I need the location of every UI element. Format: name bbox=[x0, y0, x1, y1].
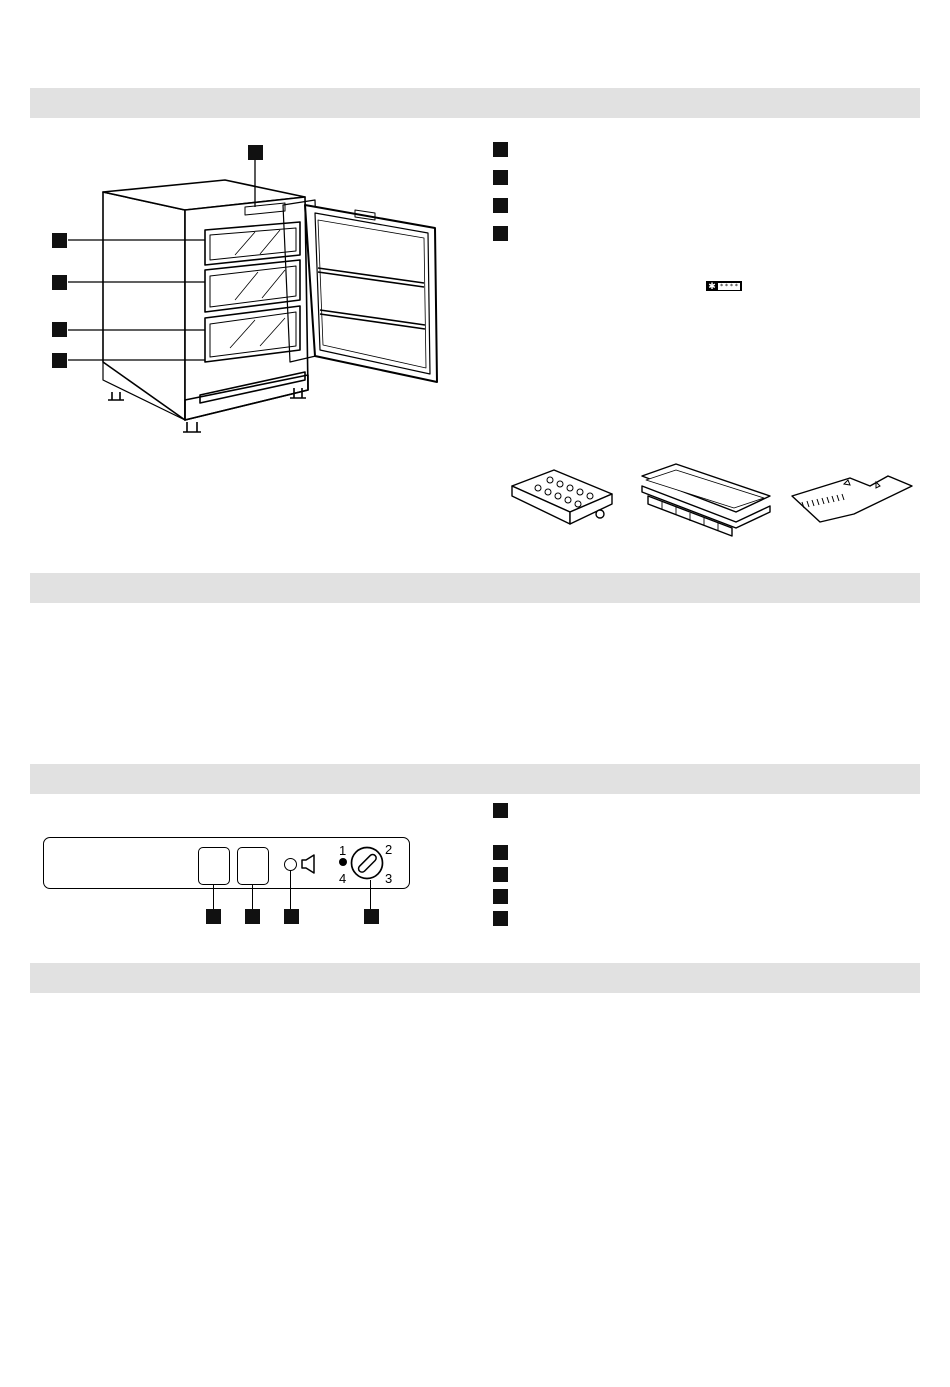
legend-marker bbox=[493, 170, 508, 185]
dial-position-2: 2 bbox=[385, 842, 393, 857]
dial-position-1: 1 bbox=[339, 843, 347, 858]
ice-tray-illustration bbox=[636, 462, 776, 540]
legend-marker bbox=[493, 867, 508, 882]
pointer-line bbox=[252, 884, 253, 910]
control-marker-2 bbox=[245, 909, 260, 924]
pointer-line bbox=[290, 870, 291, 910]
star-rating-symbol bbox=[706, 281, 742, 291]
legend-marker bbox=[493, 226, 508, 241]
legend-marker bbox=[493, 845, 508, 860]
freezer-illustration bbox=[40, 135, 460, 445]
pointer-line bbox=[213, 884, 214, 910]
item-marker-drawer-2 bbox=[52, 275, 67, 290]
control-button-1[interactable] bbox=[198, 847, 230, 885]
ice-scraper-illustration bbox=[790, 472, 915, 532]
section-band-control-panel bbox=[30, 764, 920, 794]
item-marker-drawer-1 bbox=[52, 233, 67, 248]
section-band-operation bbox=[30, 963, 920, 993]
dial-position-4: 4 bbox=[339, 871, 347, 886]
legend-marker bbox=[493, 911, 508, 926]
legend-marker bbox=[493, 198, 508, 213]
legend-marker bbox=[493, 142, 508, 157]
pointer-line bbox=[370, 880, 371, 910]
item-marker-top bbox=[248, 145, 263, 160]
dial-indicator-dot bbox=[339, 858, 347, 866]
dial-position-3: 3 bbox=[385, 871, 393, 886]
control-marker-1 bbox=[206, 909, 221, 924]
star-rating-text: * * * * bbox=[718, 283, 740, 290]
section-band-general bbox=[30, 573, 920, 603]
item-marker-drawer-4 bbox=[52, 353, 67, 368]
legend-marker bbox=[493, 889, 508, 904]
snowflake-icon: ✱ bbox=[708, 281, 716, 291]
section-band-overview bbox=[30, 88, 920, 118]
item-marker-drawer-3 bbox=[52, 322, 67, 337]
legend-marker bbox=[493, 803, 508, 818]
speaker-icon bbox=[300, 853, 318, 875]
ice-pack-illustration bbox=[508, 468, 618, 534]
control-button-2[interactable] bbox=[237, 847, 269, 885]
control-marker-4 bbox=[364, 909, 379, 924]
control-marker-3 bbox=[284, 909, 299, 924]
temperature-dial[interactable] bbox=[349, 845, 385, 881]
